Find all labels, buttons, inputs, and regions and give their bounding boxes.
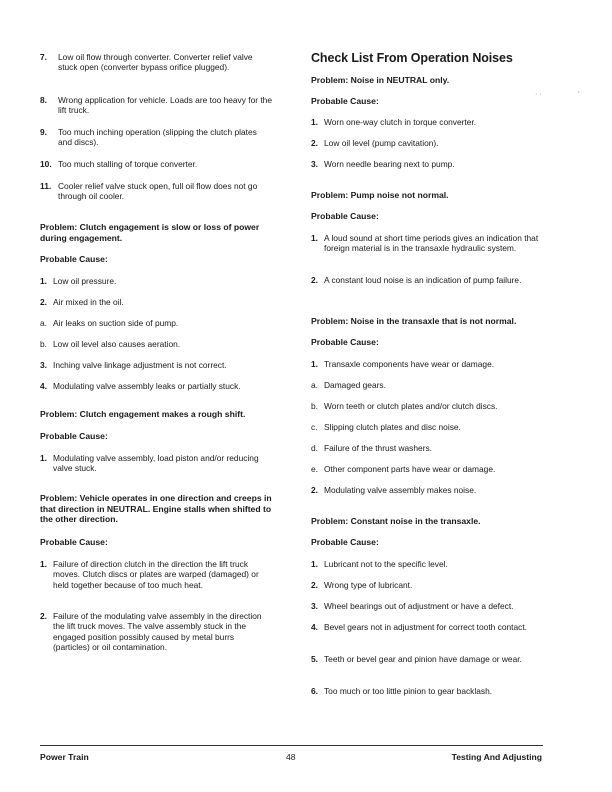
page-number: 48 <box>286 752 296 762</box>
problem-heading: Problem: Clutch engagement is slow or loss of power during engagement. <box>40 222 260 243</box>
footer-left-title: Power Train <box>40 752 89 762</box>
footer-divider <box>40 745 543 746</box>
probable-cause-label: Probable Cause: <box>311 337 379 347</box>
problem-heading: Problem: Pump noise not normal. <box>311 190 449 200</box>
section-title: Check List From Operation Noises <box>311 51 513 65</box>
problem-heading: Problem: Noise in the transaxle that is not normal. <box>311 316 517 326</box>
probable-cause-label: Probable Cause: <box>40 254 108 264</box>
footer-right-title: Testing And Adjusting <box>451 752 542 762</box>
scan-speck: ˛ <box>578 86 581 93</box>
problem-heading: Problem: Vehicle operates in one direction and creeps in that direction in NEUTRAL. Engine stalls when shifted to the other direction. <box>40 493 272 525</box>
scan-speck: · · <box>535 91 542 98</box>
probable-cause-label: Probable Cause: <box>311 537 379 547</box>
probable-cause-label: Probable Cause: <box>311 96 379 106</box>
probable-cause-label: Probable Cause: <box>311 211 379 221</box>
probable-cause-label: Probable Cause: <box>40 431 108 441</box>
problem-heading: Problem: Noise in NEUTRAL only. <box>311 75 450 85</box>
problem-heading: Problem: Constant noise in the transaxle. <box>311 516 481 526</box>
problem-heading: Problem: Clutch engagement makes a rough shift. <box>40 409 246 419</box>
probable-cause-label: Probable Cause: <box>40 537 108 547</box>
